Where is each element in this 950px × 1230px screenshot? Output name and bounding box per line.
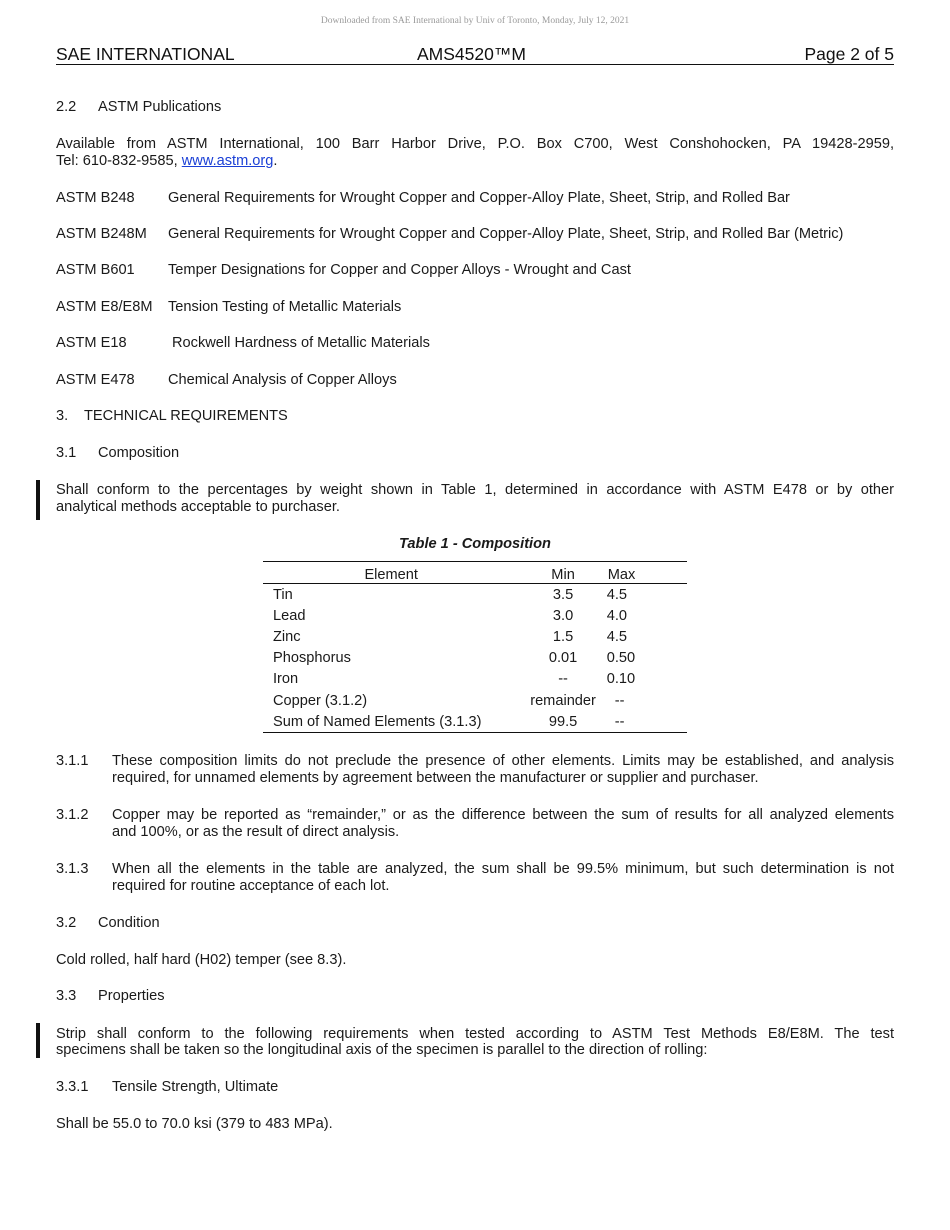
tensile-strength-text: Shall be 55.0 to 70.0 ksi (379 to 483 MPa). [56,1116,333,1132]
table-header-row [263,562,687,584]
section-3-1-3-line1: When all the elements in the table are analyzed, the sum shall be 99.5% minimum, but such determination is not [112,861,894,877]
section-3-2-title: Condition [98,915,160,931]
section-3-3-1-title: Tensile Strength, Ultimate [112,1079,279,1095]
section-3-1-1-number: 3.1.1 [56,753,89,769]
reference-code: ASTM B248M [56,226,147,242]
astm-period: . [273,153,278,169]
composition-text-line1: Shall conform to the percentages by weight shown in Table 1, determined in accordance with ASTM E478 or by other [56,482,894,498]
element-cell: Sum of Named Elements (3.1.3) [263,711,519,733]
table-row [263,690,687,711]
max-cell: 0.50 [606,650,636,667]
min-cell: -- [558,671,568,688]
reference-code: ASTM E8/E8M [56,299,153,315]
astm-website-link[interactable]: www.astm.org [181,153,274,169]
section-3-number: 3. [56,408,69,424]
composition-table [263,561,687,733]
reference-title: Tension Testing of Metallic Materials [168,299,402,315]
element-cell: Iron [273,671,299,688]
header-rule [56,64,894,65]
max-cell: 4.5 [606,628,627,645]
reference-title: Temper Designations for Copper and Copper Alloys - Wrought and Cast [168,262,631,278]
element-cell: Zinc [273,628,301,645]
section-2-2-number: 2.2 [56,99,77,115]
reference-title: General Requirements for Wrought Copper and Copper-Alloy Plate, Sheet, Strip, and Rolled Bar (Metric) [168,226,844,242]
max-cell: -- [607,711,687,733]
condition-text: Cold rolled, half hard (H02) temper (see 8.3). [56,952,347,968]
reference-title: General Requirements for Wrought Copper and Copper-Alloy Plate, Sheet, Strip, and Rolled Bar [168,190,790,206]
table-row [263,711,687,733]
section-3-1-3-line2: required for routine acceptance of each lot. [112,878,390,894]
max-cell: 0.10 [606,671,636,688]
header-org: SAE INTERNATIONAL [56,44,235,64]
element-cell: Phosphorus [273,650,351,667]
max-cell: -- [614,692,625,709]
section-2-2-title: ASTM Publications [98,99,222,115]
section-3-1-2-line2: and 100%, or as the result of direct analysis. [112,824,400,840]
column-header-element: Element [263,562,519,584]
reference-code: ASTM B601 [56,262,135,278]
astm-availability-line1: Available from ASTM International, 100 Barr Harbor Drive, P.O. Box C700, West Conshohocken, PA 19428-2959, [56,136,894,152]
max-cell: 4.0 [606,607,627,624]
min-cell: 99.5 [519,711,606,733]
table-row [263,626,687,647]
min-cell: 1.5 [552,628,574,645]
reference-code: ASTM E478 [56,372,135,388]
table-1-caption: Table 1 - Composition [399,536,551,552]
section-3-3-1-number: 3.3.1 [56,1079,89,1095]
table-row [263,648,687,669]
properties-text-line1: Strip shall conform to the following requirements when tested according to ASTM Test Methods E8/E8M. The test [56,1026,894,1042]
table-row [263,669,687,690]
change-bar [36,1023,40,1058]
min-cell: remainder [530,692,596,709]
min-cell: 0.01 [548,650,578,667]
change-bar [36,480,40,520]
section-3-1-1-line1: These composition limits do not preclude the presence of other elements. Limits may be established, and analysis [112,753,894,769]
section-3-3-title: Properties [98,988,165,1004]
table-row [263,584,687,606]
section-3-1-title: Composition [98,445,180,461]
reference-code: ASTM E18 [56,335,127,351]
section-3-1-2-line1: Copper may be reported as “remainder,” or as the difference between the sum of results for all analyzed elements [112,807,894,823]
section-3-1-3-number: 3.1.3 [56,861,89,877]
header-doc-id: AMS4520™M [417,44,526,64]
composition-text-line2: analytical methods acceptable to purchaser. [56,499,340,515]
reference-title: Rockwell Hardness of Metallic Materials [172,335,430,351]
column-header-max: Max [607,562,687,584]
section-3-title: TECHNICAL REQUIREMENTS [84,408,288,424]
element-cell: Copper (3.1.2) [273,692,368,709]
properties-text-line2: specimens shall be taken so the longitudinal axis of the specimen is parallel to the direction of rolling: [56,1042,708,1058]
section-3-1-2-number: 3.1.2 [56,807,89,823]
section-3-3-number: 3.3 [56,988,77,1004]
reference-code: ASTM B248 [56,190,135,206]
column-header-min: Min [519,562,606,584]
element-cell: Tin [273,586,293,603]
reference-title: Chemical Analysis of Copper Alloys [168,372,397,388]
astm-availability-line2 [56,153,277,169]
section-3-2-number: 3.2 [56,915,77,931]
section-3-1-number: 3.1 [56,445,77,461]
max-cell: 4.5 [606,586,627,603]
table-row [263,605,687,626]
element-cell: Lead [273,607,306,624]
min-cell: 3.0 [552,607,574,624]
astm-tel: Tel: 610-832-9585, [56,153,182,169]
section-3-1-1-line2: required, for unnamed elements by agreement between the manufacturer or supplier and purchaser. [112,770,759,786]
header-page-number: Page 2 of 5 [804,44,894,64]
download-watermark: Downloaded from SAE International by Univ of Toronto, Monday, July 12, 2021 [320,16,630,26]
min-cell: 3.5 [552,586,574,603]
